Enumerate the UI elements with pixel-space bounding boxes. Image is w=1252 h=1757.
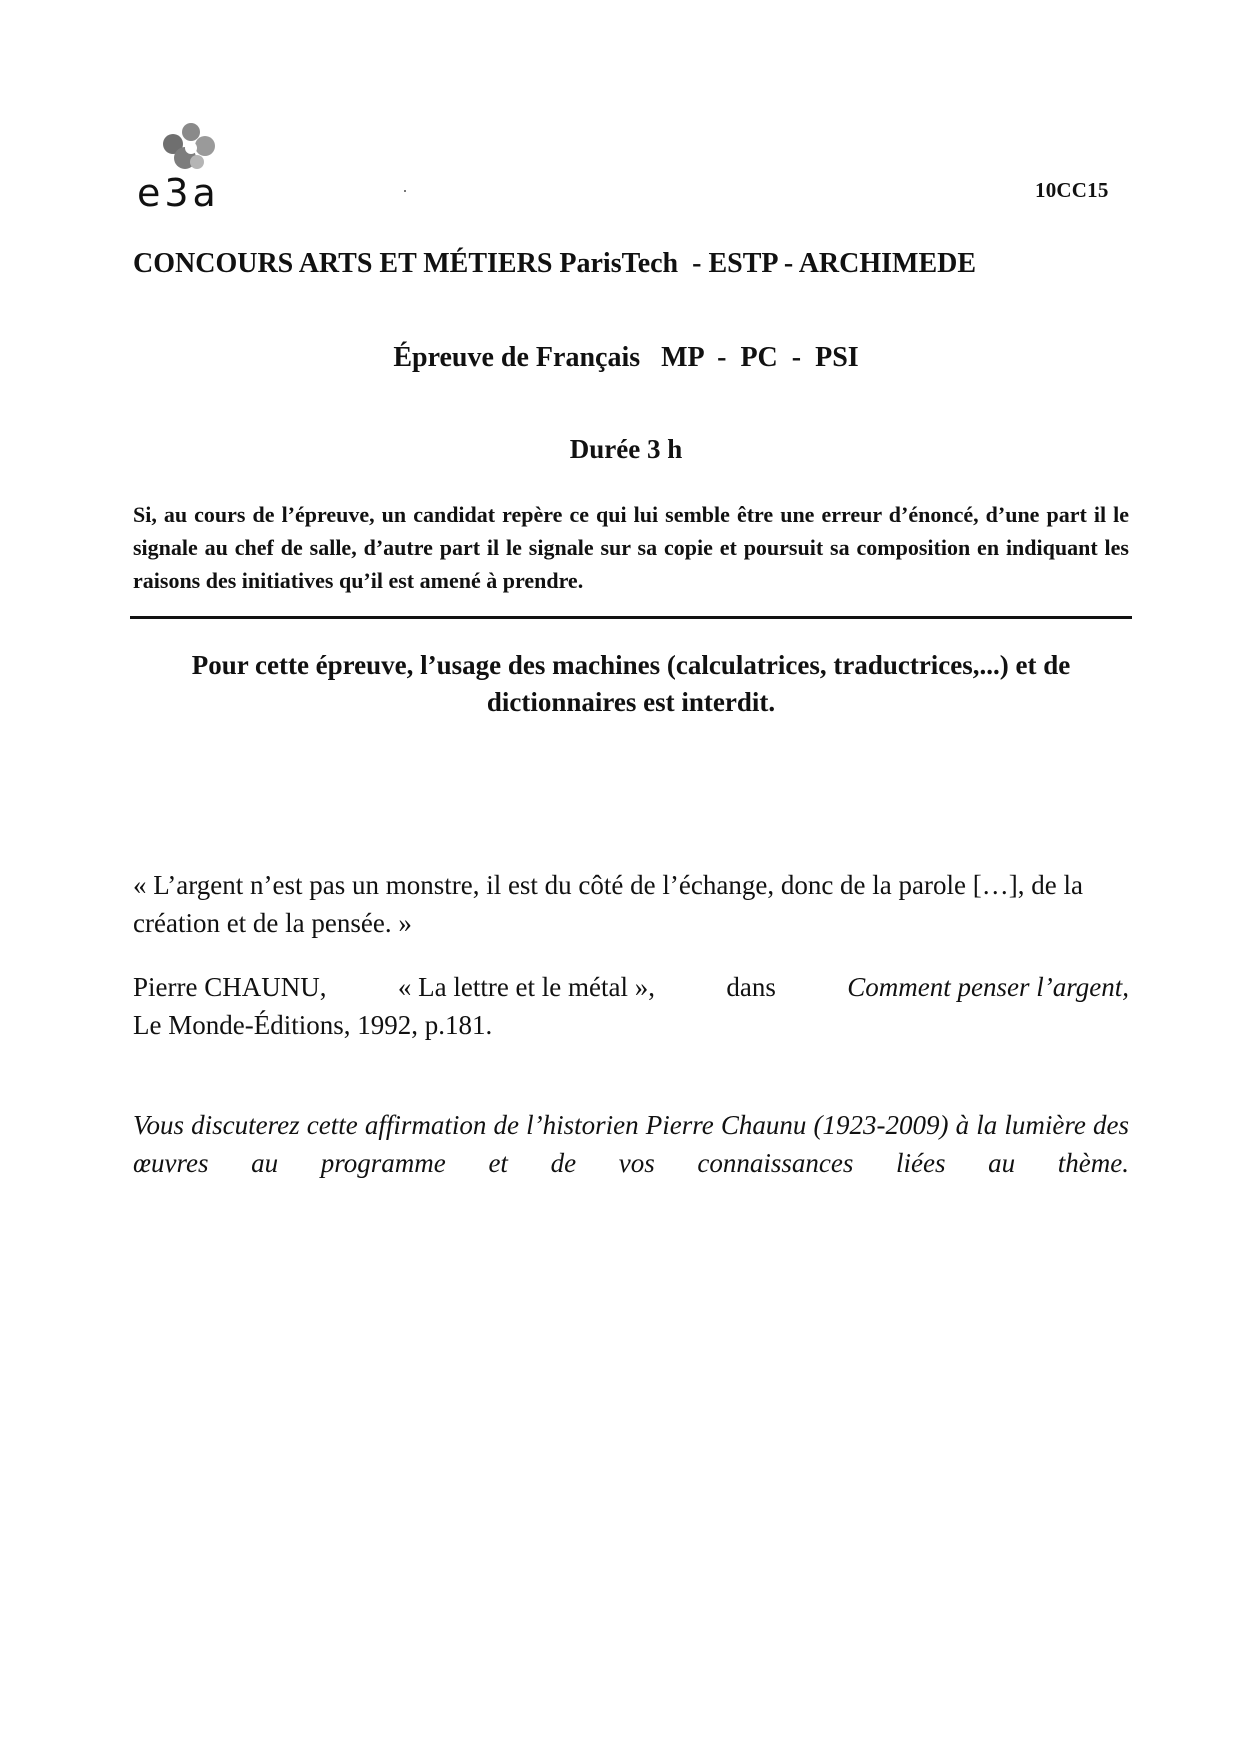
essay-instruction: Vous discuterez cette affirmation de l’historien Pierre Chaunu (1923-2009) à la lumière des œuvres au programme et de vos connaissances liées au thème.: [133, 1110, 1129, 1178]
logo-wordmark: e3a: [137, 171, 220, 213]
error-notice: Si, au cours de l’épreuve, un candidat repère ce qui lui semble être une erreur d’énoncé, d’une part il le signale au chef de salle, d’autre part il le signale sur sa copie et poursuit sa composition en indiquant les raisons des initiatives qu’il est amené à prendre.: [133, 502, 1129, 593]
citation-article: « La lettre et le métal »,: [397, 972, 655, 1002]
equipment-restriction: Pour cette épreuve, l’usage des machines (calculatrices, traductrices,...) et de dictionnaires est interdit.: [191, 650, 1071, 717]
contest-title: CONCOURS ARTS ET MÉTIERS ParisTech - ESTP - ARCHIMEDE: [133, 248, 977, 279]
exam-duration: Durée 3 h: [569, 434, 683, 464]
citation-in: dans: [726, 972, 776, 1002]
citation-line-1: [133, 968, 1129, 1006]
document-code: 10CC15: [1035, 178, 1109, 202]
citation-author: Pierre CHAUNU,: [133, 972, 327, 1002]
exam-title: Épreuve de Français MP - PC - PSI: [393, 342, 859, 373]
citation-publisher: Le Monde-Éditions, 1992, p.181.: [133, 1010, 493, 1040]
e3a-logo: [137, 118, 247, 213]
citation-work: Comment penser l’argent,: [847, 972, 1129, 1002]
e3a-logo-graphic: [137, 118, 247, 213]
scan-artifact-dot: [404, 190, 406, 192]
divider: [130, 616, 1132, 619]
quote-citation: [133, 968, 1129, 1044]
chaunu-quote: « L’argent n’est pas un monstre, il est du côté de l’échange, donc de la parole […], de la création et de la pensée. »: [133, 870, 1083, 938]
